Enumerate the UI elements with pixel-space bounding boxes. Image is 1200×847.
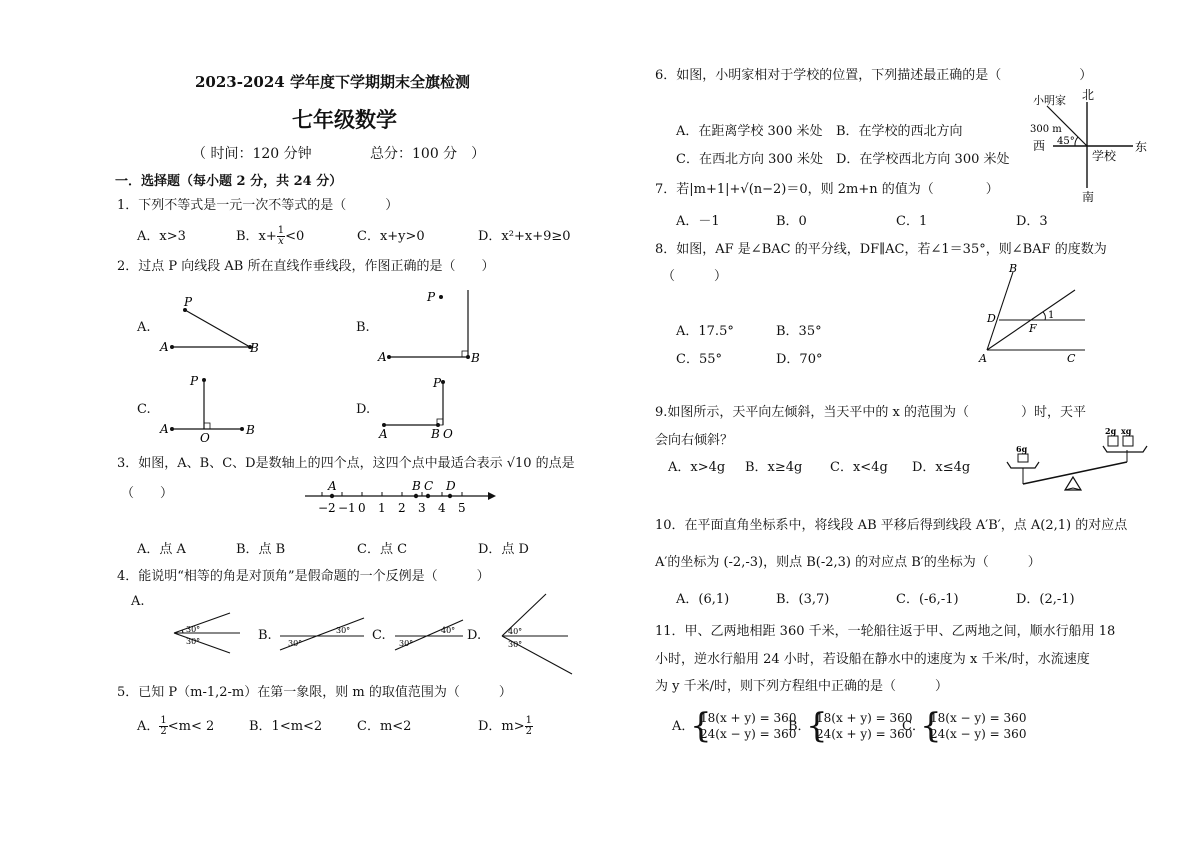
q5-option-b: B．1<m<2	[249, 719, 323, 734]
q2-option-a-label: A.	[137, 320, 151, 335]
q9-option-a: A．x>4g	[668, 460, 726, 475]
q4a-angle-1: 30°	[186, 625, 201, 634]
q3-stem: 3．如图，A、B、C、D是数轴上的四个点，这四个点中最适合表示 √10 的点是	[117, 456, 575, 471]
q3-point-label: A	[328, 479, 337, 493]
q6-label-east: 东	[1135, 140, 1148, 154]
q2d-label-a: A	[379, 427, 388, 441]
q1-stem: 1．下列不等式是一元一次不等式的是（ ）	[117, 198, 399, 213]
q6-option-a: A．在距离学校 300 米处	[676, 124, 823, 139]
q4-figure-c	[393, 612, 468, 657]
q3-paren: （ ）	[121, 486, 174, 501]
q8-option-a: A．17.5°	[676, 324, 734, 339]
q9-balance-figure	[995, 422, 1155, 497]
q8-option-d: D．70°	[776, 352, 823, 367]
q3-tick-label: −1	[338, 501, 356, 515]
q6-compass-figure	[1025, 88, 1155, 208]
q3-point-label: D	[446, 479, 456, 493]
q3-tick-label: 0	[358, 501, 366, 515]
q9-option-c: C．x<4g	[830, 460, 888, 475]
q4-stem: 4．能说明“相等的角是对顶角”是假命题的一个反例是（ ）	[117, 569, 490, 584]
q7-option-d: D．3	[1016, 214, 1048, 229]
q2a-label-b: B	[250, 341, 259, 355]
q4c-angle-2: 30°	[399, 639, 414, 648]
q3-number-line	[300, 478, 500, 518]
section-title: 一．选择题（每小题 2 分，共 24 分）	[115, 174, 343, 189]
q6-label-west: 西	[1033, 139, 1046, 153]
q8-label-d: D	[987, 312, 996, 325]
q2c-label-a: A	[160, 422, 169, 436]
q5-stem: 5．已知 P（m-1,2-m）在第一象限，则 m 的取值范围为（ ）	[117, 685, 512, 700]
q8-option-b: B．35°	[776, 324, 822, 339]
q4-option-a-label: A.	[131, 594, 145, 609]
q11-option-b-system: { 18(x + y) = 360 24(x + y) = 360	[806, 706, 913, 746]
q4-figure-d	[488, 592, 578, 677]
q3-point	[448, 494, 452, 498]
score-label: 总分：100 分 ）	[370, 146, 486, 162]
q5-option-a: A． $\frac{1}{2}$ <m< 2	[137, 715, 215, 737]
q4-option-c-label: C.	[372, 628, 386, 643]
q2c-label-b: B	[246, 423, 255, 437]
q11-option-b-label: B．	[788, 719, 811, 734]
q9-label-left-weight: 6g	[1016, 444, 1028, 454]
q4d-angle-2: 30°	[508, 640, 523, 649]
q8-label-f: F	[1029, 322, 1037, 335]
q2-option-d-label: D.	[356, 402, 371, 417]
q1-option-b: B．x+ $\frac{1}{x}$ <0	[236, 225, 305, 247]
q9-label-right-weight-1: 2g	[1105, 426, 1117, 436]
q8-paren: （ ）	[662, 269, 728, 284]
q2a-label-p: P	[184, 295, 193, 309]
subject-title: 七年级数学	[292, 107, 397, 132]
q4d-angle-1: 40°	[508, 627, 523, 636]
q4-option-b-label: B.	[258, 628, 272, 643]
q3-tick-label: 5	[458, 501, 466, 515]
q11-option-a-system: { 18(x + y) = 360 24(x − y) = 360	[690, 706, 797, 746]
q3-point-label: C	[424, 479, 434, 493]
q3-tick-label: 1	[378, 501, 386, 515]
q3-point-label: B	[412, 479, 421, 493]
q3-tick-label: 3	[418, 501, 426, 515]
q2b-label-a: A	[378, 350, 387, 364]
q3-point	[330, 494, 334, 498]
q7-stem: 7．若|m+1|+√(n−2)＝0，则 2m+n 的值为（ ）	[655, 182, 999, 197]
q7-option-b: B．0	[776, 214, 807, 229]
q6-option-d: D．在学校西北方向 300 米处	[836, 152, 1010, 167]
q8-stem: 8．如图，AF 是∠BAC 的平分线，DF∥AC，若∠1＝35°，则∠BAF 的度数为	[655, 242, 1107, 257]
q11-option-c-label: C．	[902, 719, 925, 734]
q8-label-c: C	[1067, 352, 1076, 365]
q5-option-d: D．m> $\frac{1}{2}$	[478, 715, 533, 737]
q4b-angle-2: 30°	[336, 626, 351, 635]
q11-option-c-system: { 18(x − y) = 360 24(x − y) = 360	[920, 706, 1027, 746]
q2-option-b-label: B.	[356, 320, 370, 335]
q7-option-c: C．1	[896, 214, 928, 229]
q2d-label-p: P	[433, 376, 442, 390]
q2b-label-p: P	[427, 290, 436, 304]
q9-stem-2: 会向右倾斜？	[655, 433, 734, 448]
q6-label-north: 北	[1082, 88, 1095, 102]
q2-figure-c	[150, 372, 265, 444]
q11-stem-3: 为 y 千米/时，则下列方程组中正确的是（ ）	[655, 679, 948, 694]
q2-stem: 2．过点 P 向线段 AB 所在直线作垂线段，作图正确的是（ ）	[117, 259, 495, 274]
q3-tick-label: 4	[438, 501, 446, 515]
q6-option-b: B．在学校的西北方向	[836, 124, 963, 139]
q11-stem-1: 11．甲、乙两地相距 360 千米，一轮船往返于甲、乙两地之间，顺水行船用 18	[655, 624, 1116, 639]
q8-option-c: C．55°	[676, 352, 722, 367]
q9-label-right-weight-2: xg	[1121, 426, 1132, 436]
q4c-angle-1: 40°	[441, 626, 456, 635]
q2d-label-o: O	[443, 427, 453, 441]
q9-stem: 9.如图所示，天平向左倾斜，当天平中的 x 的范围为（ ）时，天平	[655, 405, 1086, 420]
q3-tick-label: 2	[398, 501, 406, 515]
q7-option-a: A．－1	[676, 214, 720, 229]
q6-stem: 6．如图，小明家相对于学校的位置，下列描述最正确的是（ ）	[655, 68, 1093, 83]
q8-label-a: A	[979, 352, 987, 365]
q3-point	[414, 494, 418, 498]
exam-title: 2023-2024 学年度下学期期末全旗检测	[195, 73, 470, 91]
time-label: （ 时间：120 分钟	[192, 146, 312, 162]
q6-label-angle: 45°	[1057, 136, 1075, 147]
q3-point	[426, 494, 430, 498]
q11-option-a-label: A．	[672, 719, 695, 734]
q10-stem-2: A′的坐标为 (-2,-3)，则点 B(-2,3) 的对应点 B′的坐标为（ ）	[655, 555, 1041, 570]
q4-figure-a	[170, 605, 245, 660]
q10-option-b: B．(3,7)	[776, 592, 830, 607]
q6-label-home: 小明家	[1033, 94, 1066, 107]
q3-option-c: C．点 C	[357, 542, 408, 557]
q10-option-a: A．(6,1)	[676, 592, 730, 607]
q11-stem-2: 小时，逆水行船用 24 小时，若设船在静水中的速度为 x 千米/时，水流速度	[655, 652, 1090, 667]
q9-option-b: B．x≥4g	[745, 460, 803, 475]
q10-stem: 10．在平面直角坐标系中，将线段 AB 平移后得到线段 A′B′，点 A(2,1) 的对应点	[655, 518, 1128, 533]
q4a-angle-2: 30°	[186, 637, 201, 646]
q4-figure-b	[278, 612, 368, 657]
q6-label-school: 学校	[1092, 149, 1117, 163]
q2-figure-d	[375, 372, 475, 444]
q2-figure-a	[150, 290, 270, 360]
q2b-label-b: B	[471, 351, 480, 365]
q1-option-c: C．x+y>0	[357, 229, 425, 244]
q6-option-c: C．在西北方向 300 米处	[676, 152, 824, 167]
q4b-angle-1: 30°	[288, 639, 303, 648]
q3-option-b: B．点 B	[236, 542, 286, 557]
q2d-label-b: B	[431, 427, 440, 441]
q8-geometry-figure	[975, 262, 1095, 367]
q2c-label-o: O	[200, 431, 210, 445]
q1-option-a: A．x>3	[137, 229, 186, 244]
q4-option-d-label: D.	[467, 628, 482, 643]
q3-option-d: D．点 D	[478, 542, 529, 557]
q2-option-c-label: C.	[137, 402, 151, 417]
q3-tick-label: −2	[318, 501, 336, 515]
q6-label-south: 南	[1082, 190, 1095, 204]
q2-figure-b	[375, 285, 485, 365]
q2c-label-p: P	[190, 374, 199, 388]
q2a-label-a: A	[160, 340, 169, 354]
q10-option-d: D．(2,-1)	[1016, 592, 1075, 607]
q10-option-c: C．(-6,-1)	[896, 592, 959, 607]
q1-option-d: D．x²+x+9≥0	[478, 229, 571, 244]
q9-option-d: D．x≤4g	[912, 460, 971, 475]
q8-label-1: 1	[1048, 310, 1055, 321]
q5-option-c: C．m<2	[357, 719, 412, 734]
q8-label-b: B	[1009, 262, 1018, 275]
q3-option-a: A．点 A	[137, 542, 186, 557]
q6-label-dist: 300 m	[1030, 124, 1062, 135]
